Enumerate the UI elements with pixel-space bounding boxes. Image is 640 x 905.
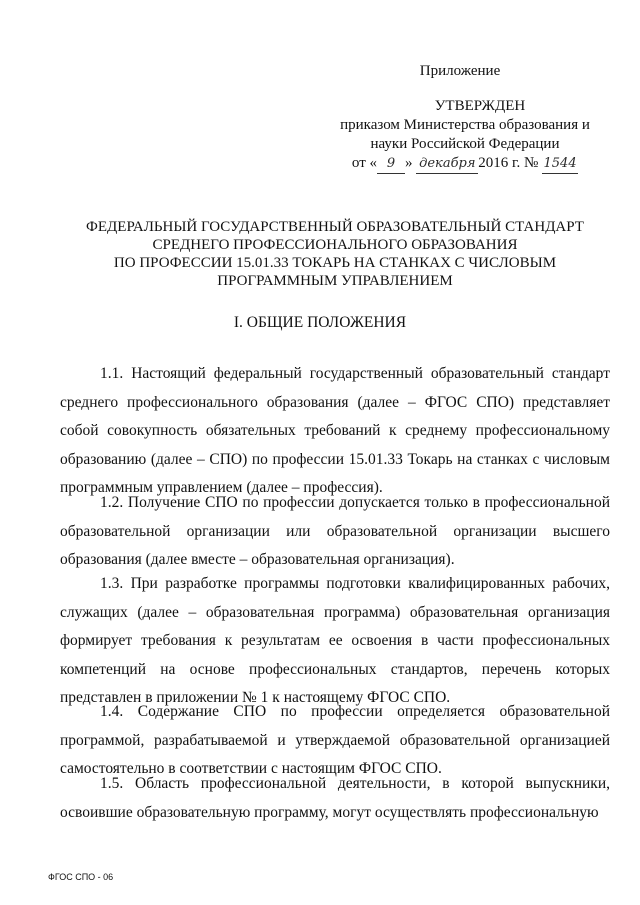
handwritten-number: 1544 — [542, 154, 578, 174]
approved-label: УТВЕРЖДЕН — [434, 98, 526, 114]
appendix-label: Приложение — [419, 63, 501, 79]
paragraph-1-5: 1.5. Область профессиональной деятельности, в которой выпускники, освоившие образовательную программу, могут осуществлять профессиональную — [60, 775, 610, 821]
year-text: 2016 г. № — [478, 155, 539, 171]
date-mid: » — [405, 155, 413, 171]
title-line-4: ПРОГРАММНЫМ УПРАВЛЕНИЕМ — [217, 273, 453, 289]
order-line-2: науки Российской Федерации — [370, 136, 560, 152]
footer-code: ФГОС СПО - 06 — [48, 872, 114, 882]
order-date-line — [330, 154, 600, 174]
approval-block — [330, 97, 600, 174]
handwritten-month: декабря — [416, 154, 478, 174]
title-line-3: ПО ПРОФЕССИИ 15.01.33 ТОКАРЬ НА СТАНКАХ С ЧИСЛОВЫМ — [113, 255, 557, 271]
document-title — [40, 218, 630, 290]
paragraph-1-3: 1.3. При разработке программы подготовки квалифицированных рабочих, служащих (далее – образовательная программа) образовательная организация формирует требования к результатам ее освоения в части профессиональных компетенций на основе профессиональных стандартов, перечень которых представлен в приложении № 1 к настоящему ФГОС СПО. — [60, 575, 610, 707]
title-line-2: СРЕДНЕГО ПРОФЕССИОНАЛЬНОГО ОБРАЗОВАНИЯ — [152, 237, 518, 253]
order-line-1: приказом Министерства образования и — [340, 117, 590, 133]
paragraph-1-1: 1.1. Настоящий федеральный государственный образовательный стандарт среднего профессионального образования (далее – ФГОС СПО) представляет собой совокупность обязательных требований к среднему профессиональному образованию (далее – СПО) по профессии 15.01.33 Токарь на станках с числовым программным управлением (далее – профессия). — [60, 365, 610, 497]
title-line-1: ФЕДЕРАЛЬНЫЙ ГОСУДАРСТВЕННЫЙ ОБРАЗОВАТЕЛЬНЫЙ СТАНДАРТ — [86, 219, 584, 235]
date-prefix: от « — [351, 155, 378, 171]
handwritten-day: 9 — [377, 154, 405, 174]
section-title: I. ОБЩИЕ ПОЛОЖЕНИЯ — [233, 314, 407, 331]
paragraph-1-4: 1.4. Содержание СПО по профессии определяется образовательной программой, разрабатываемой и утверждаемой образовательной организацией самостоятельно в соответствии с настоящим ФГОС СПО. — [60, 703, 610, 778]
paragraph-1-2: 1.2. Получение СПО по профессии допускается только в профессиональной образовательной организации или образовательной организации высшего образования (далее вместе – образовательная организация). — [60, 494, 610, 569]
